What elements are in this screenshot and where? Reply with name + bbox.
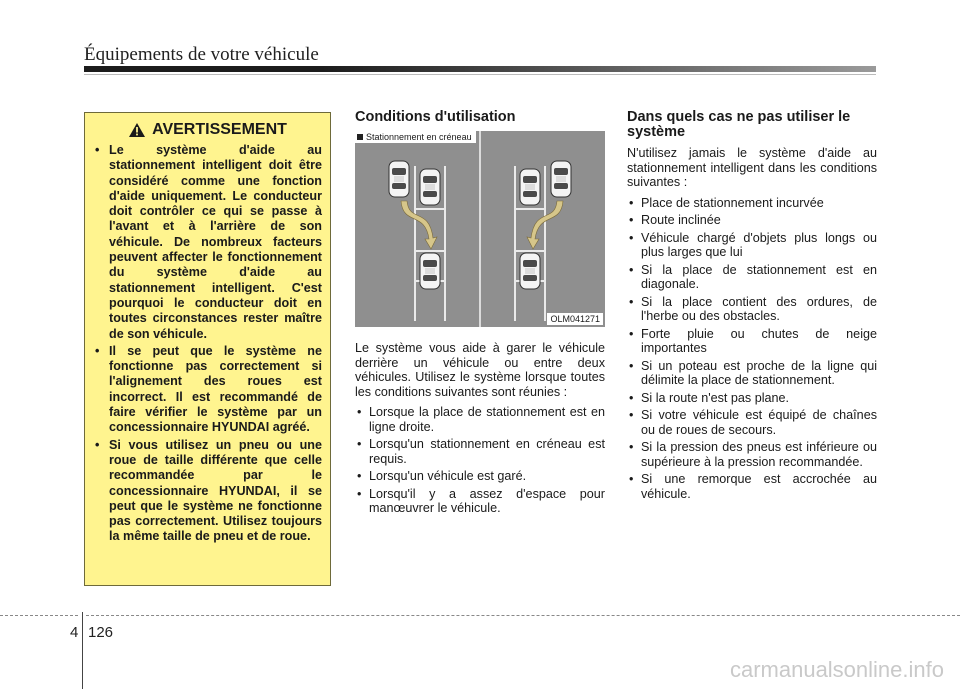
- warning-title: AVERTISSEMENT: [152, 121, 287, 138]
- conditions-section: [355, 110, 605, 519]
- figure-caption-text: Stationnement en créneau: [366, 132, 472, 142]
- right-parking-scene: [515, 161, 571, 321]
- not-use-title: Dans quels cas ne pas utiliser le système: [627, 109, 851, 140]
- watermark: carmanualsonline.info: [729, 657, 944, 682]
- moving-car: [551, 161, 571, 197]
- not-use-item: • Si une remorque est accrochée au véhicule.: [627, 472, 877, 501]
- not-use-list: [627, 196, 877, 502]
- not-use-item: • Place de stationnement incurvée: [627, 196, 877, 211]
- parked-car: [520, 253, 540, 289]
- conditions-item: • Lorsqu'un véhicule est garé.: [355, 469, 605, 484]
- conditions-item: • Lorsqu'un stationnement en créneau est requis.: [355, 437, 605, 466]
- conditions-item: • Lorsque la place de stationnement est en ligne droite.: [355, 405, 605, 434]
- not-use-item: • Si la route n'est pas plane.: [627, 391, 877, 406]
- page-header-title: Équipements de votre véhicule: [84, 44, 319, 65]
- warning-item: • Il se peut que le système ne fonctionne pas correctement si l'alignement des roues est incorrect. Il est recommandé de faire vérifier le système par un concessionnaire HYUNDAI agréé.: [93, 344, 322, 436]
- not-use-item: • Si la pression des pneus est inférieure ou supérieure à la pression recommandée.: [627, 440, 877, 469]
- conditions-intro: Le système vous aide à garer le véhicule derrière un véhicule ou entre deux véhicules. Utilisez le système lorsque toutes les conditions suivantes sont réunies :: [355, 341, 605, 399]
- moving-car: [389, 161, 409, 197]
- warning-item: • Le système d'aide au stationnement intelligent doit être considéré comme une fonction d'aide uniquement. Le conducteur doit contrôler ce qui se passe à l'avant et à l'arrière de son véhicule. De nombreux facteurs peuvent affecter le fonctionnement du système d'aide au stationnement intelligent. C'est pourquoi le conducteur doit en toutes circonstances rester maître de son véhicule.: [93, 143, 322, 342]
- conditions-item: • Lorsqu'il y a assez d'espace pour manœuvrer le véhicule.: [355, 487, 605, 516]
- figure-code: OLM041271: [547, 313, 603, 325]
- not-use-item: • Si la place de stationnement est en diagonale.: [627, 263, 877, 292]
- parking-figure: [355, 131, 605, 327]
- conditions-title: Conditions d'utilisation: [355, 109, 516, 125]
- parking-illustration: [355, 131, 605, 327]
- warning-list: [93, 143, 322, 545]
- not-use-item: • Route inclinée: [627, 213, 877, 228]
- figure-caption: [355, 131, 476, 143]
- warning-item: • Si vous utilisez un pneu ou une roue de taille différente que celle recommandée par le concessionnaire HYUNDAI, il se peut que le système ne fonctionne pas correctement. Utilisez toujours la même taille de pneu et de roue.: [93, 438, 322, 545]
- warning-heading: [93, 121, 322, 139]
- header-rule-thin: [84, 74, 876, 75]
- warning-box: [84, 112, 331, 586]
- not-use-item: • Véhicule chargé d'objets plus longs ou plus larges que lui: [627, 231, 877, 260]
- parked-car: [420, 169, 440, 205]
- caption-square-icon: [357, 134, 363, 140]
- parked-car: [520, 169, 540, 205]
- conditions-list: [355, 405, 605, 516]
- not-use-section: [627, 110, 877, 504]
- not-use-item: • Si la place contient des ordures, de l'herbe ou des obstacles.: [627, 295, 877, 324]
- not-use-item: • Forte pluie ou chutes de neige importantes: [627, 327, 877, 356]
- page-number: 126: [88, 624, 114, 641]
- not-use-item: • Si un poteau est proche de la ligne qui délimite la place de stationnement.: [627, 359, 877, 388]
- footer-dashed-rule-right: [86, 615, 960, 616]
- parked-car: [420, 253, 440, 289]
- warning-triangle-icon: [128, 122, 146, 138]
- left-parking-scene: [389, 161, 445, 321]
- header-rule: [84, 66, 876, 72]
- figure-divider: [479, 131, 481, 327]
- footer-dashed-rule-left: [0, 615, 78, 616]
- chapter-number: 4: [70, 624, 79, 641]
- footer-vertical-rule: [82, 612, 83, 689]
- not-use-item: • Si votre véhicule est équipé de chaînes ou de roues de secours.: [627, 408, 877, 437]
- not-use-intro: N'utilisez jamais le système d'aide au stationnement intelligent dans les conditions suivantes :: [627, 146, 877, 189]
